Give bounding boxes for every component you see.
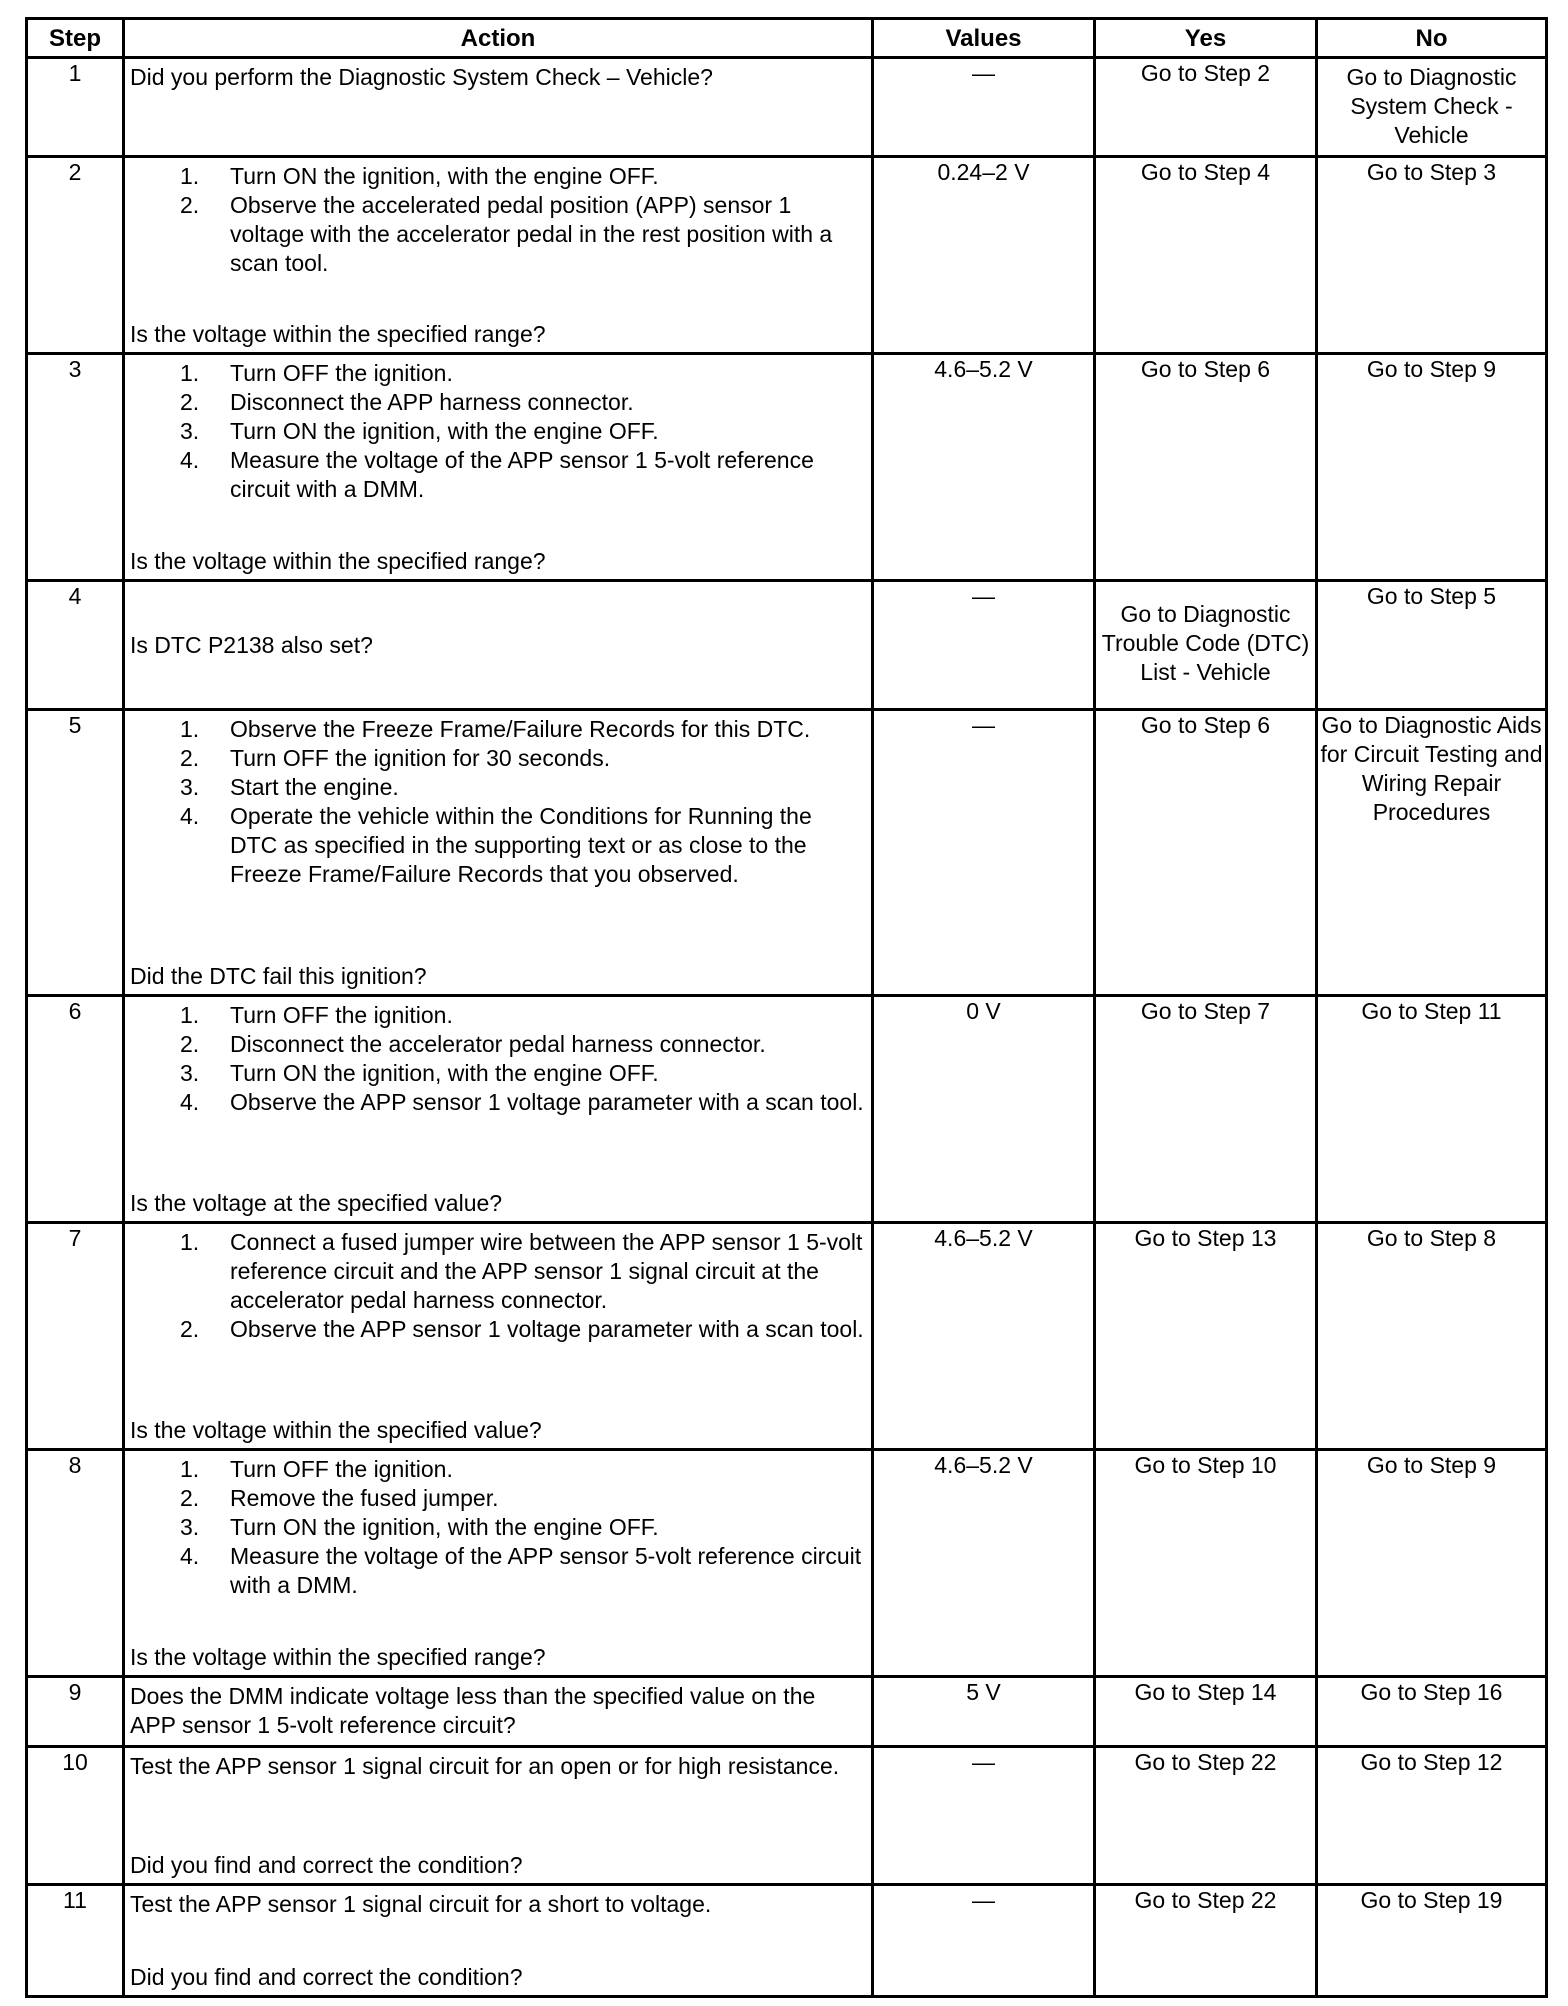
action-step: 4. Measure the voltage of the APP sensor 5-volt reference circuit with a DMM. [180,1543,862,1598]
action-step: 2. Observe the APP sensor 1 voltage parameter with a scan tool. [180,1316,864,1342]
action-question: Is the voltage at the specified value? [130,1190,503,1216]
action-step: 3. Start the engine. [180,774,399,800]
action-step: 1. Connect a fused jumper wire between the APP sensor 1 5-volt reference circuit and the APP sensor 1 signal circuit at the accelerator pedal harness connector. [180,1229,863,1313]
action-question: Did you perform the Diagnostic System Check – Vehicle? [130,64,713,90]
action-question: Did the DTC fail this ignition? [130,963,427,989]
action-step: 1. Observe the Freeze Frame/Failure Records for this DTC. [180,716,811,742]
no-cell: Go to Step 12 [1317,1747,1547,1885]
step-number: 8 [27,1450,124,1677]
no-cell: Go to Step 8 [1317,1223,1547,1450]
yes-cell: Go to Step 7 [1095,996,1317,1223]
value-cell: 0.24–2 V [873,157,1095,354]
action-steps [130,162,865,278]
yes-cell: Go to Step 22 [1095,1747,1317,1885]
value-cell: 4.6–5.2 V [873,354,1095,581]
action-question: Does the DMM indicate voltage less than the specified value on the APP sensor 1 5-volt reference circuit? [130,1683,816,1738]
no-cell: Go to Step 11 [1317,996,1547,1223]
action-step: 2. Turn OFF the ignition for 30 seconds. [180,745,611,771]
table-row [27,1747,1547,1885]
action-steps [130,359,865,504]
yes-cell: Go to Step 10 [1095,1450,1317,1677]
action-step: 1. Turn OFF the ignition. [180,1456,453,1482]
step-number: 9 [27,1677,124,1747]
value-cell: 4.6–5.2 V [873,1450,1095,1677]
action-question: Is the voltage within the specified range? [130,321,546,347]
header-action: Action [124,19,873,58]
header-values: Values [873,19,1095,58]
action-question: Is DTC P2138 also set? [130,631,373,658]
action-step: 3. Turn ON the ignition, with the engine OFF. [180,1514,659,1540]
action-cell [124,58,873,157]
action-question: Is the voltage within the specified value? [130,1417,542,1443]
value-cell: — [873,1885,1095,1997]
action-cell [124,581,873,710]
action-question: Did you find and correct the condition? [130,1852,523,1878]
step-number: 7 [27,1223,124,1450]
action-steps [130,715,865,889]
action-cell [124,1747,873,1885]
yes-cell: Go to Step 22 [1095,1885,1317,1997]
step-number: 4 [27,581,124,710]
value-cell: 0 V [873,996,1095,1223]
yes-cell: Go to Diagnostic Trouble Code (DTC) List - Vehicle [1095,581,1317,710]
no-cell: Go to Diagnostic System Check - Vehicle [1317,58,1547,157]
table-row [27,581,1547,710]
table-row [27,710,1547,996]
action-cell [124,354,873,581]
no-cell: Go to Step 9 [1317,1450,1547,1677]
no-cell: Go to Step 3 [1317,157,1547,354]
table-row [27,1450,1547,1677]
no-cell: Go to Step 5 [1317,581,1547,710]
action-step: 2. Disconnect the accelerator pedal harness connector. [180,1031,766,1057]
action-intro: Test the APP sensor 1 signal circuit for an open or for high resistance. [130,1753,840,1779]
table-row [27,157,1547,354]
table-row [27,354,1547,581]
action-step: 1. Turn OFF the ignition. [180,360,453,386]
action-question: Is the voltage within the specified range? [130,1644,546,1670]
no-cell: Go to Step 19 [1317,1885,1547,1997]
header-step: Step [27,19,124,58]
step-number: 3 [27,354,124,581]
action-cell [124,1677,873,1747]
yes-cell: Go to Step 14 [1095,1677,1317,1747]
action-intro: Test the APP sensor 1 signal circuit for a short to voltage. [130,1891,712,1917]
diagnostic-table [25,17,1548,1998]
yes-cell: Go to Step 13 [1095,1223,1317,1450]
action-cell [124,710,873,996]
action-step: 2. Observe the accelerated pedal position (APP) sensor 1 voltage with the accelerator pedal in the rest position with a scan tool. [180,192,833,276]
table-row [27,996,1547,1223]
step-number: 10 [27,1747,124,1885]
step-number: 6 [27,996,124,1223]
yes-cell: Go to Step 2 [1095,58,1317,157]
action-step: 4. Operate the vehicle within the Conditions for Running the DTC as specified in the supporting text or as close to the Freeze Frame/Failure Records that you observed. [180,803,812,887]
action-cell [124,996,873,1223]
action-step: 4. Observe the APP sensor 1 voltage parameter with a scan tool. [180,1089,864,1115]
yes-cell: Go to Step 6 [1095,710,1317,996]
header-yes: Yes [1095,19,1317,58]
value-cell: — [873,581,1095,710]
header-row [27,19,1547,58]
action-step: 3. Turn ON the ignition, with the engine OFF. [180,418,659,444]
value-cell: 4.6–5.2 V [873,1223,1095,1450]
action-steps [130,1455,865,1600]
yes-cell: Go to Step 4 [1095,157,1317,354]
action-step: 4. Measure the voltage of the APP sensor 1 5-volt reference circuit with a DMM. [180,447,814,502]
no-cell: Go to Diagnostic Aids for Circuit Testing and Wiring Repair Procedures [1317,710,1547,996]
no-cell: Go to Step 16 [1317,1677,1547,1747]
action-cell [124,157,873,354]
value-cell: 5 V [873,1677,1095,1747]
step-number: 2 [27,157,124,354]
value-cell: — [873,58,1095,157]
header-no: No [1317,19,1547,58]
action-question: Is the voltage within the specified range? [130,548,546,574]
step-number: 5 [27,710,124,996]
step-number: 11 [27,1885,124,1997]
action-step: 1. Turn OFF the ignition. [180,1002,453,1028]
action-cell [124,1450,873,1677]
action-steps [130,1001,865,1117]
table-row [27,1223,1547,1450]
table-row [27,58,1547,157]
action-step: 2. Remove the fused jumper. [180,1485,499,1511]
action-question: Did you find and correct the condition? [130,1964,523,1990]
no-cell: Go to Step 9 [1317,354,1547,581]
value-cell: — [873,710,1095,996]
action-step: 2. Disconnect the APP harness connector. [180,389,634,415]
value-cell: — [873,1747,1095,1885]
action-cell [124,1885,873,1997]
action-steps [130,1228,865,1344]
table-row [27,1677,1547,1747]
yes-cell: Go to Step 6 [1095,354,1317,581]
table-row [27,1885,1547,1997]
step-number: 1 [27,58,124,157]
action-cell [124,1223,873,1450]
action-step: 1. Turn ON the ignition, with the engine OFF. [180,163,659,189]
action-step: 3. Turn ON the ignition, with the engine OFF. [180,1060,659,1086]
